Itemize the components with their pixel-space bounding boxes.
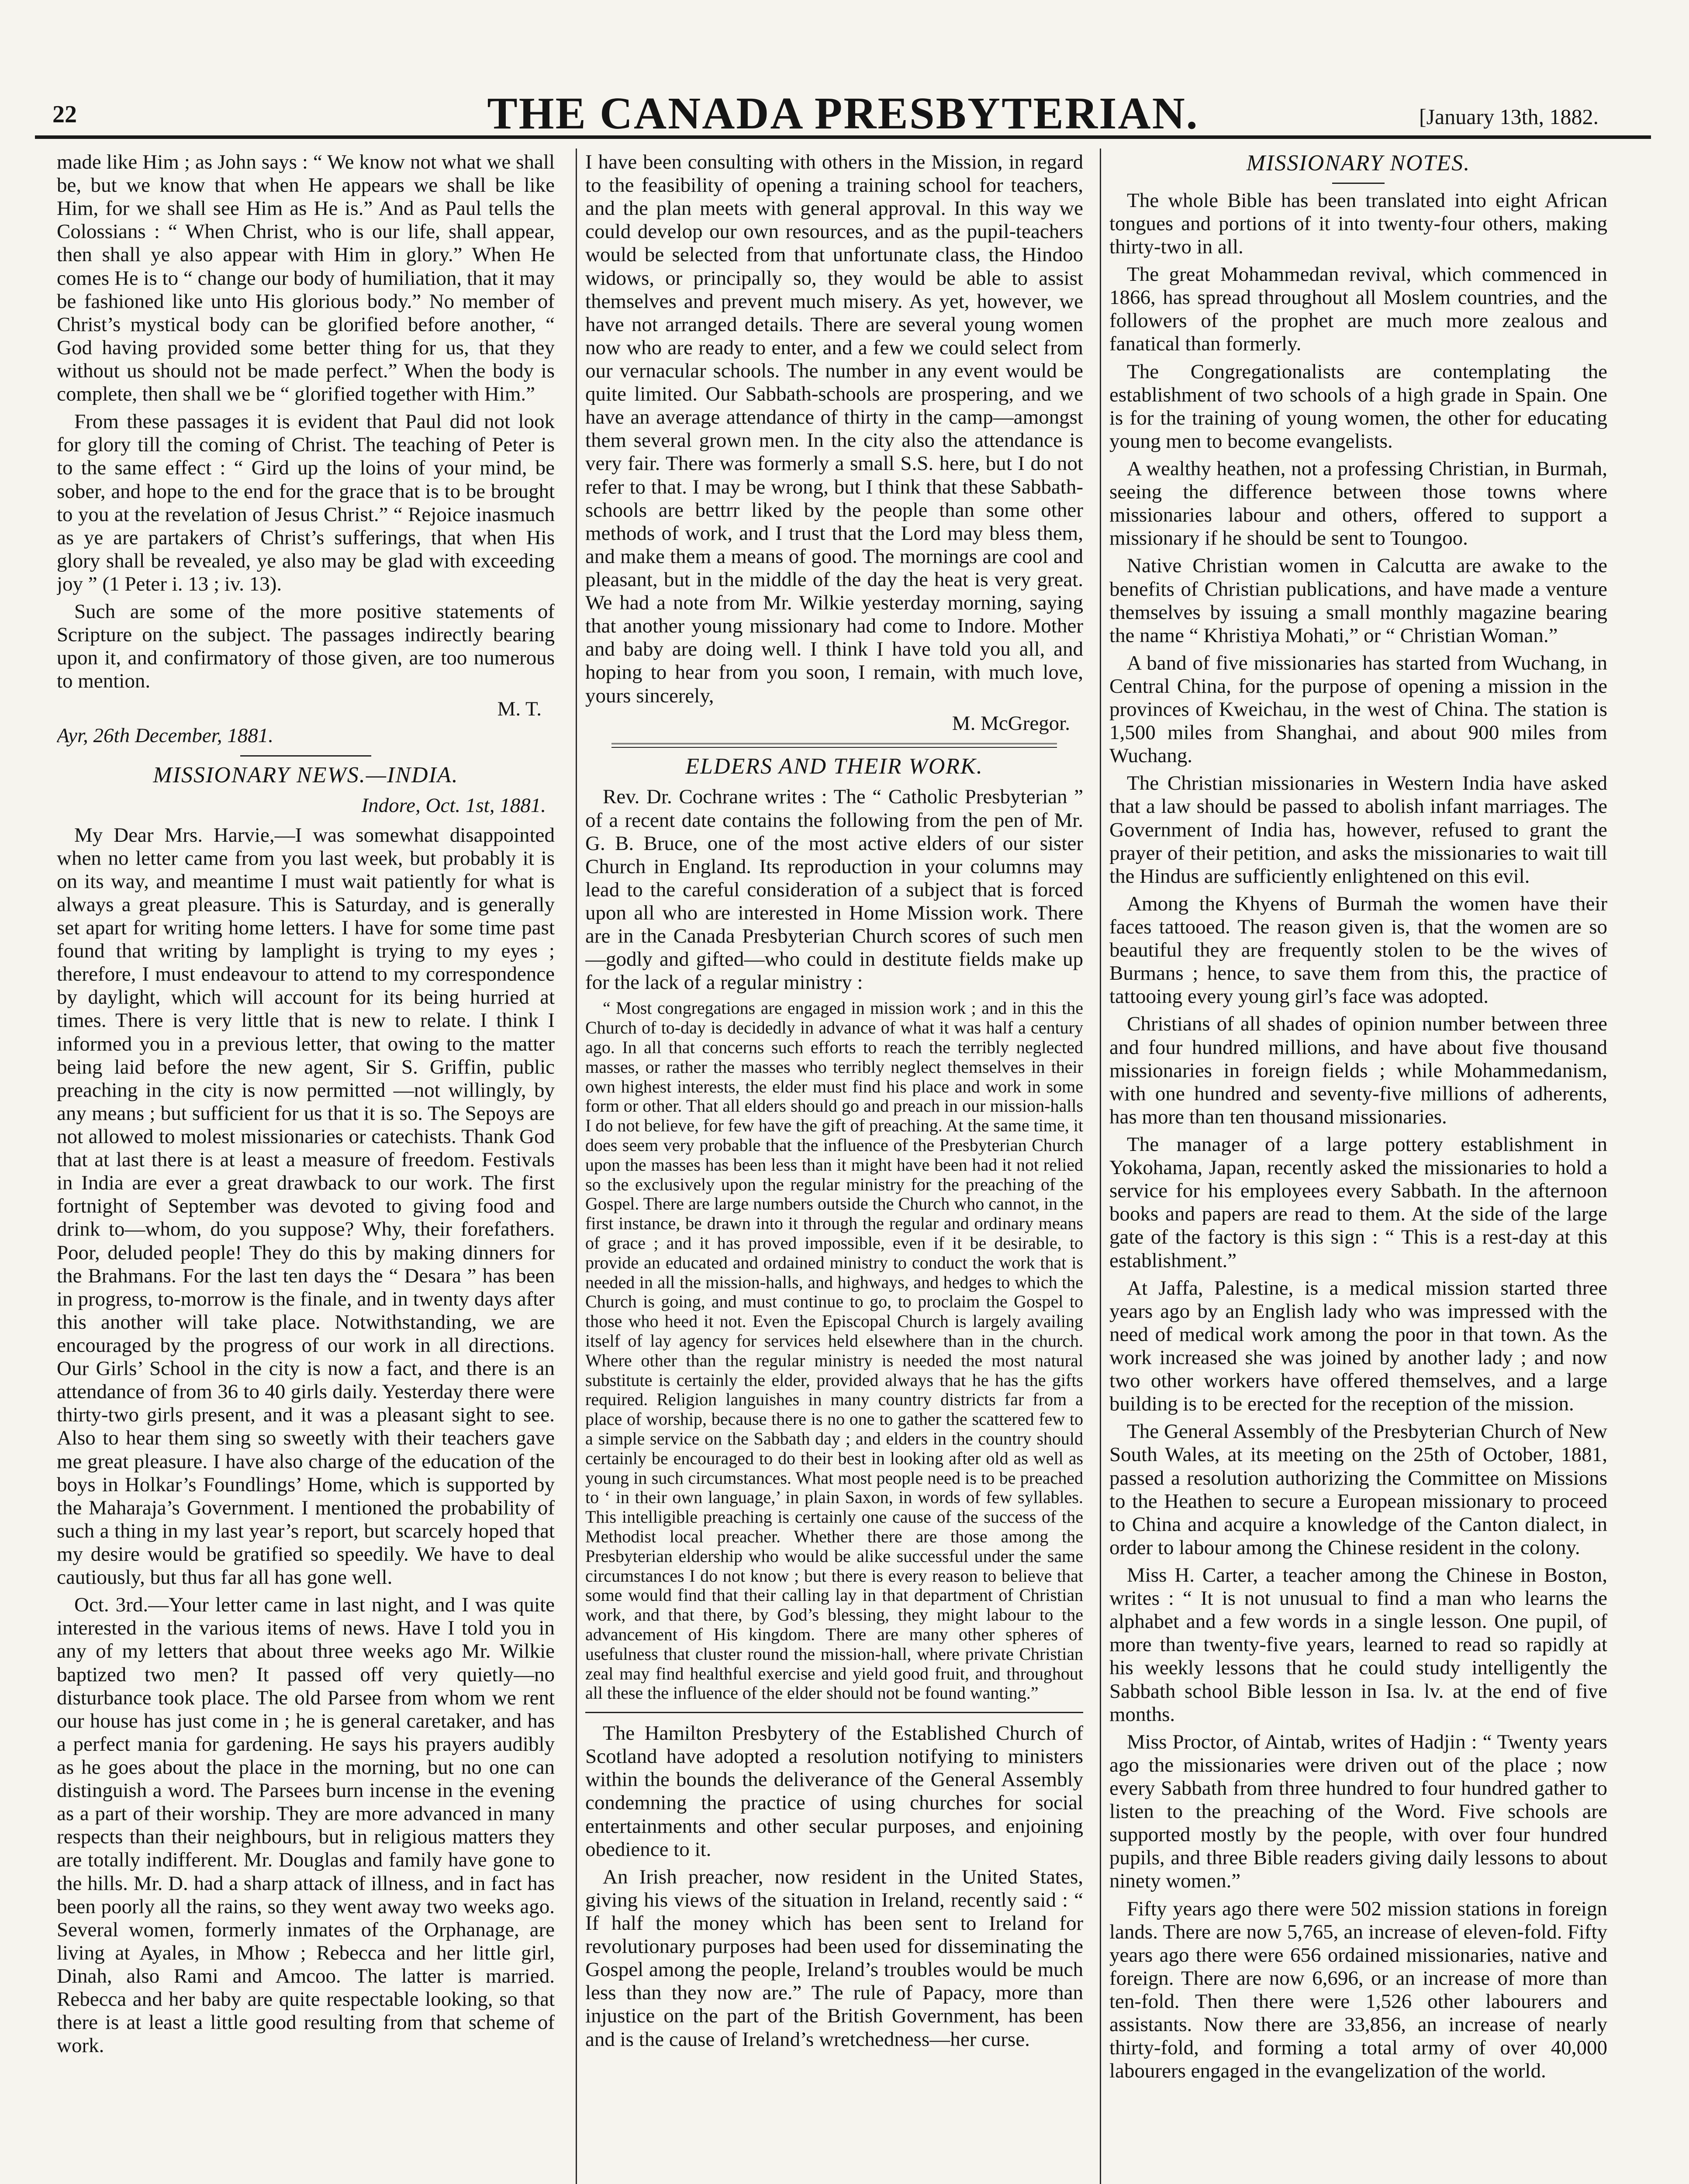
article-paragraph: Rev. Dr. Cochrane writes : The “ Catholic Presbyterian ” of a recent date contains the following from the pen of Mr. G. B. Bruce, one of the most active elders of our sister Church in England. Its reproduction in your columns may lead to the careful consideration of a subject that is forced upon all who are interested in Home Mission work. There are in the Canada Presbyterian Church scores of such men—godly and gifted—who could in destitute fields make up for the lack of a regular ministry : xyxy=(585,785,1083,994)
note-paragraph: Miss H. Carter, a teacher among the Chinese in Boston, writes : “ It is not unusual to find a man who learns the alphabet and a few words in a single lesson. One pupil, of more than twenty-five years, learned to read so rapidly at his weekly lessons that he could study intelligently the Sabbath school Bible lesson in Isa. lv. at the end of five months. xyxy=(1109,1563,1607,1726)
section-heading: MISSIONARY NEWS.—INDIA. xyxy=(153,762,459,788)
column-divider xyxy=(1100,149,1101,2184)
note-paragraph: Miss Proctor, of Aintab, writes of Hadjin : “ Twenty years ago the missionaries were driven out of the place ; now every Sabbath from three hundred to four hundred gather to listen to the preaching of the Word. Five schools are supported mostly by the people, with over four hundred pupils, and three Bible readers giving daily lessons to about ninety women.” xyxy=(1109,1730,1607,1893)
column-divider xyxy=(576,149,577,2184)
section-heading: ELDERS AND THEIR WORK. xyxy=(685,753,983,779)
section-divider xyxy=(240,755,371,757)
note-paragraph: The Congregationalists are contemplating the establishment of two schools of a high grade in Spain. One is for the training of young women, the other for educating young men to become evangelists. xyxy=(1109,360,1607,453)
column-1 xyxy=(57,151,555,2184)
note-paragraph: Christians of all shades of opinion number between three and four hundred millions, and have about five thousand missionaries in foreign fields ; while Mohammedanism, with one hundred and seventy-five millions of adherents, has more than ten thousand missionaries. xyxy=(1109,1013,1607,1128)
article-paragraph: Such are some of the more positive statements of Scripture on the subject. The passages indirectly bearing upon it, and confirmatory of those given, are too numerous to mention. xyxy=(57,600,555,693)
article-paragraph: An Irish preacher, now resident in the United States, giving his views of the situation in Ireland, recently said : “ If half the money which has been sent to Ireland for revolutionary purposes had been used for disseminating the Gospel among the people, Ireland’s troubles would be much less than they now are.” The rule of Papacy, more than injustice on the part of the British Government, has been and is the cause of Ireland’s wretchedness—her curse. xyxy=(585,1865,1083,2051)
section-divider xyxy=(1332,183,1385,184)
issue-date: [January 13th, 1882. xyxy=(1419,104,1599,129)
note-paragraph: The Christian missionaries in Western India have asked that a law should be passed to abolish infant marriages. The Government of India has, however, refused to grant the prayer of their petition, and asks the missionaries to wait till the Hindus are sufficiently enlightened on this evil. xyxy=(1109,772,1607,888)
section-heading: MISSIONARY NOTES. xyxy=(1246,151,1471,176)
column-2 xyxy=(585,151,1083,2184)
note-paragraph: The whole Bible has been translated into eight African tongues and portions of it into twenty-four others, making thirty-two in all. xyxy=(1109,189,1607,258)
section-divider xyxy=(585,1712,1083,1713)
note-paragraph: At Jaffa, Palestine, is a medical mission started three years ago by an English lady who was impressed with the need of medical work among the poor in that town. As the work increased she was joined by another lady ; and now two other workers have offered themselves, and a large building is to be erected for the reception of the mission. xyxy=(1109,1276,1607,1416)
letter-placeline: Indore, Oct. 1st, 1881. xyxy=(361,794,546,817)
page-number: 22 xyxy=(52,101,77,128)
article-paragraph: My Dear Mrs. Harvie,—I was somewhat disappointed when no letter came from you last week, but probably it is on its way, and meantime I must wait patiently for what is always a great pleasure. This is Saturday, and is generally set apart for writing home letters. I have for some time past found that writing by lamplight is trying to my eyes ; therefore, I must endeavour to attend to my correspondence by daylight, which will account for its being hurried at times. There is very little that is new to relate. I think I informed you in a previous letter, that owing to the matter being laid before the new agent, Sir S. Griffin, public preaching in the city is now permitted —not willingly, by any means ; but sufficient for us that it is so. The Sepoys are not allowed to molest missionaries or catechists. Thank God that at last there is at least a measure of freedom. Festivals in India are ever a great drawback to our work. The first fortnight of September was devoted to giving food and drink to—whom, do you suppose? Why, their forefathers. Poor, deluded people! They do this by making dinners for the Brahmans. For the last ten days the “ Desara ” has been in progress, to-morrow is the finale, and in twenty days after this another will take place. Notwithstanding, we are encouraged by the progress of our work in all directions. Our Girls’ School in the city is now a fact, and there is an attendance of from 36 to 40 girls daily. Yesterday there were thirty-two girls present, and it was a pleasant sight to see. Also to hear them sing so sweetly with their teachers gave me great pleasure. I have also charge of the education of the boys in Holkar’s Foundlings’ Home, which is supported by the Maharaja’s Government. I mentioned the probability of such a thing in my last year’s report, but scarcely hoped that my desire would be gratified so speedily. We have to deal cautiously, but thus far all has gone well. xyxy=(57,823,555,1589)
article-paragraph: I have been consulting with others in the Mission, in regard to the feasibility of opening a training school for teachers, and the plan meets with general approval. In this way we could develop our own resources, and as the pupil-teachers would be selected from that unfortunate class, the Hindoo widows, or principally so, they would be able to assist themselves and prevent much misery. As yet, however, we have not arranged details. There are several young women now who are ready to enter, and a few we could select from our vernacular schools. The number in any event would be quite limited. Our Sabbath-schools are prospering, and we have an average attendance of thirty in the camp—amongst them several grown men. In the city also the attendance is very fair. There was formerly a small S.S. here, but I do not refer to that. I may be wrong, but I think that these Sabbath-schools are bettrr liked by the people than some other methods of work, and I trust that the Lord may bless them, and make them a means of good. The mornings are cool and pleasant, but in the middle of the day the heat is very great. We had a note from Mr. Wilkie yesterday morning, saying that another young missionary had come to Indore. Mother and baby are doing well. I think I have told you all, and hoping to hear from you soon, I remain, with much love, yours sincerely, xyxy=(585,151,1083,707)
newspaper-title: THE CANADA PRESBYTERIAN. xyxy=(487,88,1199,138)
note-paragraph: Fifty years ago there were 502 mission stations in foreign lands. There are now 5,765, an increase of eleven-fold. Fifty years ago there were 656 ordained missionaries, native and foreign. There are now 6,696, or an increase of more than ten-fold. Then there were 1,526 other labourers and assistants. Now there are 33,856, an increase of nearly thirty-fold, and forming a total army of over 40,000 labourers engaged in the evangelization of the world. xyxy=(1109,1897,1607,2083)
author-signature: M. McGregor. xyxy=(952,712,1070,735)
note-paragraph: A band of five missionaries has started from Wuchang, in Central China, for the purpose of opening a mission in the provinces of Kweichau, in the west of China. The station is 1,500 miles from Shanghai, and about 900 miles from Wuchang. xyxy=(1109,651,1607,767)
note-paragraph: Native Christian women in Calcutta are awake to the benefits of Christian publications, and have made a venture themselves by issuing a small monthly magazine bearing the name “ Khristiya Mohati,” or “ Christian Woman.” xyxy=(1109,554,1607,647)
author-signature: M. T. xyxy=(497,697,542,720)
note-paragraph: The manager of a large pottery establishment in Yokohama, Japan, recently asked the missionaries to hold a service for his employees every Sabbath. In the afternoon books and papers are read to them. At the side of the large gate of the factory is this sign : “ This is a rest-day at this establishment.” xyxy=(1109,1133,1607,1272)
article-paragraph: The Hamilton Presbytery of the Established Church of Scotland have adopted a resolution notifying to ministers within the bounds the deliverance of the General Assembly condemning the practice of using churches for social entertainments and other secular purposes, and enjoining obedience to it. xyxy=(585,1722,1083,1861)
article-paragraph: made like Him ; as John says : “ We know not what we shall be, but we know that when He appears we shall be like Him, for we shall see Him as He is.” And as Paul tells the Colossians : “ When Christ, who is our life, shall appear, then shall ye also appear with Him in glory.” When He comes He is to “ change our body of humiliation, that it may be fashioned like unto His glorious body.” No member of Christ’s mystical body can be glorified before another, “ God having provided some better thing for us, that they without us should not be made perfect.” When the body is complete, then shall we be “ glorified together with Him.” xyxy=(57,151,555,406)
column-3 xyxy=(1109,151,1607,2184)
article-paragraph: Oct. 3rd.—Your letter came in last night, and I was quite interested in the various items of news. Have I told you in any of my letters that about three weeks ago Mr. Wilkie baptized two men? It passed off very quietly—no disturbance took place. The old Parsee from whom we rent our house has just come in ; he is general caretaker, and has a perfect mania for gardening. He says his prayers audibly as he goes about the place in the morning, but no one can distinguish a word. The Parsees burn incense in the evening as a part of their worship. They are more advanced in many respects than their neighbours, but in religious matters they are totally indifferent. Mr. Douglas and family have gone to the hills. Mr. D. had a sharp attack of illness, and in fact has been poorly all the rains, so they went away two weeks ago. Several women, formerly inmates of the Orphanage, are living at Ayales, in Mhow ; Rebecca and her little girl, Dinah, also Rami and Amcoo. The latter is married. Rebecca and her baby are quite respectable looking, so that there is at least a little good resulting from that scheme of work. xyxy=(57,1593,555,2057)
article-paragraph: From these passages it is evident that Paul did not look for glory till the coming of Christ. The teaching of Peter is to the same effect : “ Gird up the loins of your mind, be sober, and hope to the end for the grace that is to be brought to you at the revelation of Jesus Christ.” “ Rejoice inasmuch as ye are partakers of Christ’s sufferings, that when His glory shall be revealed, ye also may be glad with exceeding joy ” (1 Peter i. 13 ; iv. 13). xyxy=(57,410,555,595)
note-paragraph: The General Assembly of the Presbyterian Church of New South Wales, at its meeting on the 25th of October, 1881, passed a resolution authorizing the Committee on Missions to the Heathen to secure a European missionary to proceed to China and acquire a knowledge of the Canton dialect, in order to labour among the Chinese resident in the colony. xyxy=(1109,1420,1607,1559)
note-paragraph: Among the Khyens of Burmah the women have their faces tattooed. The reason given is, that the women are so beautiful they are frequently stolen to be the wives of Burmans ; hence, to save them from this, the practice of tattooing every young girl’s face was adopted. xyxy=(1109,892,1607,1008)
note-paragraph: A wealthy heathen, not a professing Christian, in Burmah, seeing the difference between those towns where missionaries labour and others, offered to support a missionary if he should be sent to Toungoo. xyxy=(1109,457,1607,550)
block-quote: “ Most congregations are engaged in mission work ; and in this the Church of to-day is decidedly in advance of what it was half a century ago. In all that concerns such efforts to reach the terribly neglected masses, or rather the masses who terribly neglect themselves in their own highest interests, the elder must find his place and work in some form or other. That all elders should go and preach in our mission-halls I do not believe, for few have the gift of preaching. At the same time, it does seem very probable that the influence of the Presbyterian Church upon the masses has been less than it might have been had it not relied so the exclusively upon the regular ministry for the preaching of the Gospel. There are large numbers outside the Church who cannot, in the first instance, be drawn into it through the regular and ordinary means of grace ; and it has proved impossible, even if it be desirable, to provide an educated and ordained ministry to conduct the work that is needed in all the mission-halls, and highways, and hedges to which the Church is going, and must continue to go, to proclaim the Gospel to those who heed it not. Even the Episcopal Church is largely availing itself of lay agency for services held elsewhere than in the church. Where other than the regular ministry is needed the most natural substitute is certainly the elder, provided always that he has the gifts required. Religion languishes in many country districts far from a place of worship, because there is no one to gather the scattered few to a simple service on the Sabbath day ; and elders in the country should certainly be encouraged to do their best in looking after old as well as young in such circumstances. What most people need is to be preached to ‘ in their own language,’ in plain Saxon, in words of few syllables. This intelligible preaching is certainly one cause of the success of the Methodist local preacher. Whether there are those among the Presbyterian eldership who would be alike successful under the same circumstances I do not know ; but there is every reason to believe that some would find that their calling lay in that department of Christian work, and that there, by God’s blessing, they might labour to the advancement of His kingdom. There are many other spheres of usefulness that cluster round the mission-hall, where private Christian zeal may find healthful exercise and yield good fruit, and throughout all these the influence of the elder should not be found wanting.” xyxy=(585,998,1083,1703)
section-divider xyxy=(611,743,1057,748)
masthead xyxy=(35,83,1651,139)
dateline: Ayr, 26th December, 1881. xyxy=(57,724,274,747)
note-paragraph: The great Mohammedan revival, which commenced in 1866, has spread throughout all Moslem countries, and the followers of the prophet are much more zealous and fanatical than formerly. xyxy=(1109,263,1607,356)
